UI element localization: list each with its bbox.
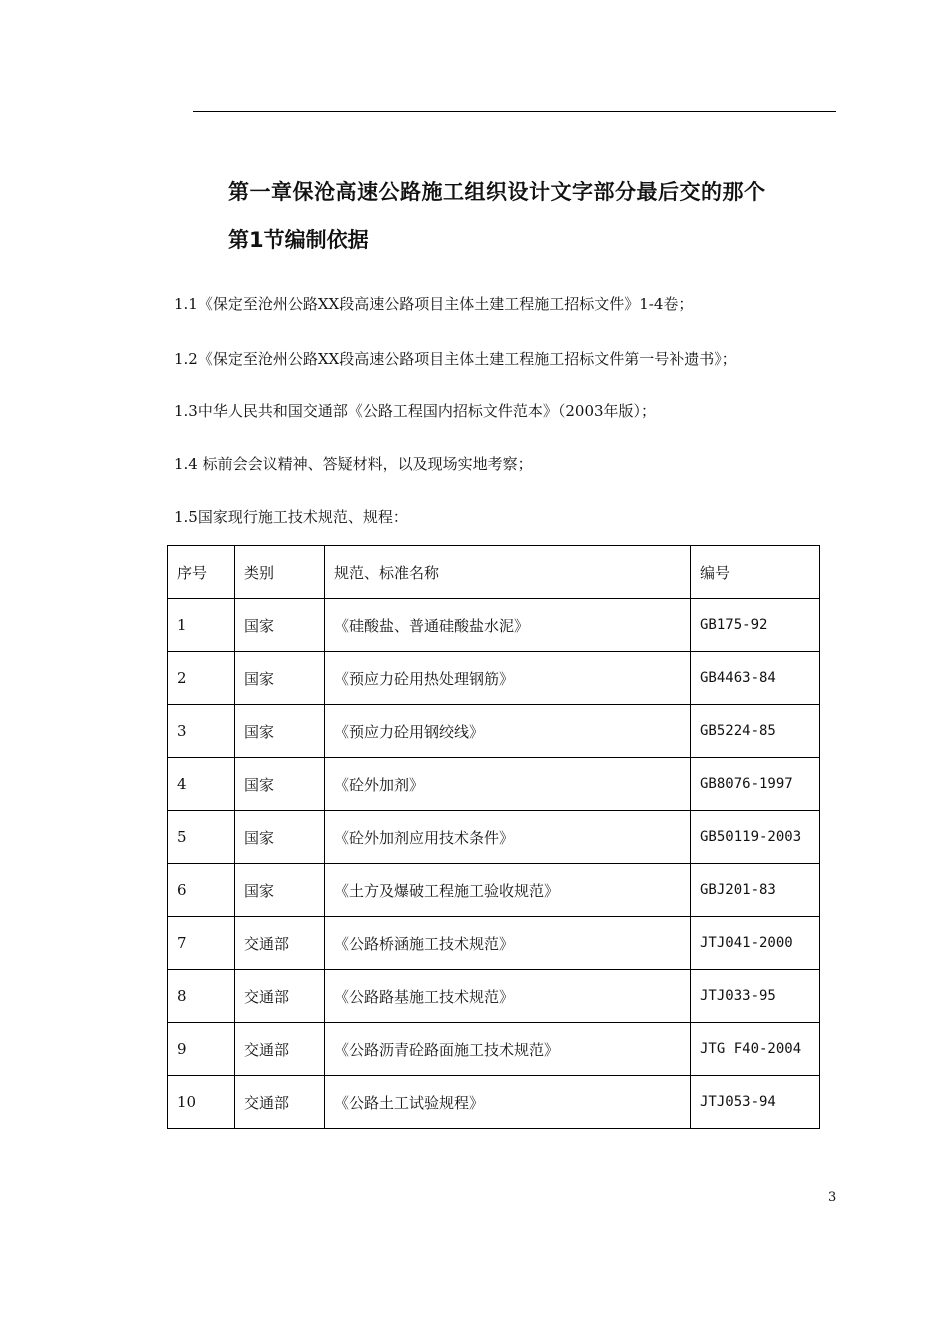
cell-code: JTJ033-95 bbox=[691, 970, 820, 1023]
cell-index: 1 bbox=[168, 599, 235, 652]
cell-name: 《公路桥涵施工技术规范》 bbox=[325, 917, 691, 970]
cell-name: 《公路土工试验规程》 bbox=[325, 1076, 691, 1129]
cell-code: GB50119-2003 bbox=[691, 811, 820, 864]
header-cell-code: 编号 bbox=[691, 546, 820, 599]
cell-code: GBJ201-83 bbox=[691, 864, 820, 917]
cell-name: 《公路沥青砼路面施工技术规范》 bbox=[325, 1023, 691, 1076]
cell-code: GB175-92 bbox=[691, 599, 820, 652]
header-cell-index: 序号 bbox=[168, 546, 235, 599]
cell-category: 国家 bbox=[235, 811, 325, 864]
cell-name: 《土方及爆破工程施工验收规范》 bbox=[325, 864, 691, 917]
cell-name: 《公路路基施工技术规范》 bbox=[325, 970, 691, 1023]
cell-index: 7 bbox=[168, 917, 235, 970]
cell-code: GB5224-85 bbox=[691, 705, 820, 758]
cell-index: 3 bbox=[168, 705, 235, 758]
cell-index: 8 bbox=[168, 970, 235, 1023]
table-row bbox=[168, 1023, 820, 1076]
table-row bbox=[168, 599, 820, 652]
table-row bbox=[168, 758, 820, 811]
cell-index: 6 bbox=[168, 864, 235, 917]
cell-index: 2 bbox=[168, 652, 235, 705]
header-cell-category: 类别 bbox=[235, 546, 325, 599]
table-row bbox=[168, 917, 820, 970]
table-header-row bbox=[168, 546, 820, 599]
cell-name: 《砼外加剂应用技术条件》 bbox=[325, 811, 691, 864]
cell-category: 国家 bbox=[235, 758, 325, 811]
cell-category: 交通部 bbox=[235, 1023, 325, 1076]
cell-category: 交通部 bbox=[235, 970, 325, 1023]
cell-code: GB8076-1997 bbox=[691, 758, 820, 811]
table-row bbox=[168, 970, 820, 1023]
cell-category: 国家 bbox=[235, 864, 325, 917]
header-rule bbox=[193, 111, 836, 112]
cell-category: 国家 bbox=[235, 705, 325, 758]
table-row bbox=[168, 864, 820, 917]
standards-table bbox=[167, 545, 820, 1129]
section-title: 第1节编制依据 bbox=[228, 228, 369, 252]
table-row bbox=[168, 811, 820, 864]
cell-name: 《预应力砼用钢绞线》 bbox=[325, 705, 691, 758]
cell-index: 9 bbox=[168, 1023, 235, 1076]
reference-item: 1.3中华人民共和国交通部《公路工程国内招标文件范本》（2003年版）； bbox=[174, 402, 657, 420]
cell-code: GB4463-84 bbox=[691, 652, 820, 705]
reference-item: 1.2《保定至沧州公路XX段高速公路项目主体土建工程施工招标文件第一号补遗书》； bbox=[174, 350, 737, 368]
cell-code: JTJ041-2000 bbox=[691, 917, 820, 970]
cell-name: 《预应力砼用热处理钢筋》 bbox=[325, 652, 691, 705]
reference-item: 1.4 标前会会议精神、答疑材料，以及现场实地考察； bbox=[174, 455, 533, 473]
cell-category: 交通部 bbox=[235, 1076, 325, 1129]
cell-name: 《硅酸盐、普通硅酸盐水泥》 bbox=[325, 599, 691, 652]
table-row bbox=[168, 705, 820, 758]
cell-category: 交通部 bbox=[235, 917, 325, 970]
chapter-title: 第一章保沧高速公路施工组织设计文字部分最后交的那个 bbox=[228, 180, 766, 204]
table-row bbox=[168, 652, 820, 705]
table-row bbox=[168, 1076, 820, 1129]
cell-index: 4 bbox=[168, 758, 235, 811]
cell-category: 国家 bbox=[235, 652, 325, 705]
cell-category: 国家 bbox=[235, 599, 325, 652]
page-number: 3 bbox=[828, 1190, 837, 1205]
cell-name: 《砼外加剂》 bbox=[325, 758, 691, 811]
header-cell-name: 规范、标准名称 bbox=[325, 546, 691, 599]
cell-code: JTG F40-2004 bbox=[691, 1023, 820, 1076]
reference-item: 1.1《保定至沧州公路XX段高速公路项目主体土建工程施工招标文件》1-4卷； bbox=[174, 295, 694, 313]
cell-index: 10 bbox=[168, 1076, 235, 1129]
reference-item: 1.5国家现行施工技术规范、规程： bbox=[174, 508, 408, 526]
cell-index: 5 bbox=[168, 811, 235, 864]
cell-code: JTJ053-94 bbox=[691, 1076, 820, 1129]
